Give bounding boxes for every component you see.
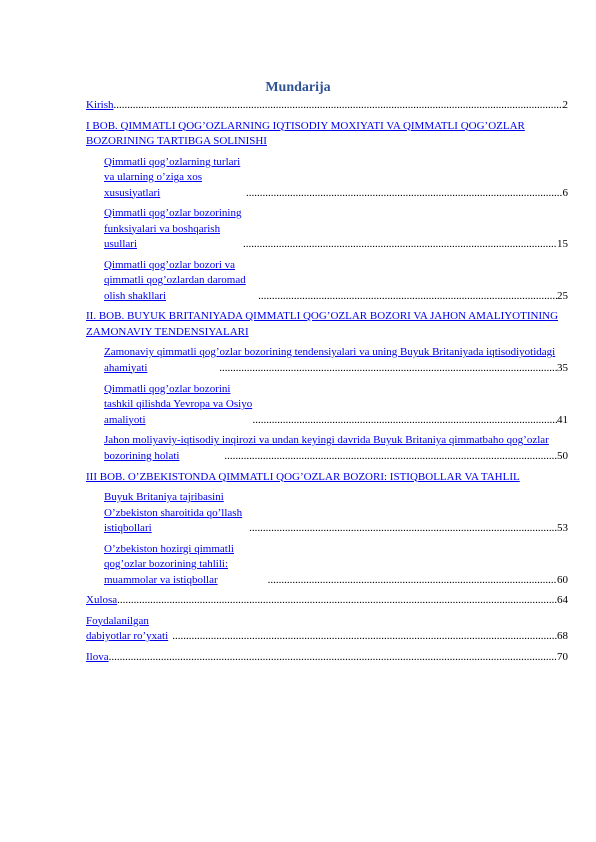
toc-link-kirish[interactable]: Kirish xyxy=(86,99,114,111)
dot-leader xyxy=(249,521,557,537)
toc-link-chapter-1[interactable]: I BOB. QIMMATLI QOG’OZLARNING IQTISODIY MOXIYATI VA QIMMATLI QOG’OZLAR BOZORINING TARTIBGA SOLINISHI xyxy=(86,119,525,147)
dot-leader xyxy=(219,361,557,377)
dot-leader xyxy=(224,449,557,465)
toc-link[interactable]: Buyuk Britaniya tajribasini O’zbekiston sharoitida qo’llash istiqbollari xyxy=(104,491,243,534)
dot-leader xyxy=(114,98,563,114)
page-number: 70 xyxy=(557,650,568,663)
toc-entry xyxy=(86,206,568,253)
table-of-contents xyxy=(86,98,568,670)
toc-entry xyxy=(86,382,568,429)
page-number: 25 xyxy=(557,289,568,302)
toc-link[interactable]: Qimmatli qog’ozlar bozorining funksiyalari va boshqarish usullari xyxy=(104,207,242,250)
toc-link-chapter-2[interactable]: II. BOB. BUYUK BRITANIYADA QIMMATLI QOG’OZLAR BOZORI VA JAHON AMALIYOTINING ZAMONAVIY TENDENSIYALARI xyxy=(86,310,559,338)
toc-entry-ilova xyxy=(86,650,568,666)
toc-chapter-3 xyxy=(86,470,568,486)
toc-link-adabiyot[interactable]: Foydalanilgan dabiyotlar ro’yxati xyxy=(86,614,169,642)
toc-link-xulosa[interactable]: Xulosa xyxy=(86,594,118,606)
page-number: 15 xyxy=(557,238,568,250)
toc-link[interactable]: Jahon moliyaviy-iqtisodiy inqirozi va undan keyingi davrida Buyuk Britaniya qimmatbaho qog’ozlar bozorining holati xyxy=(104,434,549,462)
dot-leader xyxy=(243,237,557,253)
toc-entry xyxy=(86,542,568,589)
page-number: 64 xyxy=(557,594,568,606)
dot-leader xyxy=(246,186,563,202)
toc-entry-adabiyot xyxy=(86,614,568,645)
dot-leader xyxy=(252,413,557,429)
toc-link-chapter-3[interactable]: III BOB. O’ZBEKISTONDA QIMMATLI QOG’OZLAR BOZORI: ISTIQBOLLAR VA TAHLIL xyxy=(86,470,520,483)
toc-link[interactable]: O’zbekiston hozirgi qimmatli qog’ozlar bozorining tahlili: muammolar va istiqbollar xyxy=(104,542,234,586)
toc-chapter-2 xyxy=(86,309,568,340)
toc-entry xyxy=(86,155,568,202)
toc-link[interactable]: Qimmatli qog’ozlar bozori va qimmatli qog’ozlardan daromad olish shakllari xyxy=(104,258,246,302)
page-number: 6 xyxy=(562,186,568,199)
toc-link[interactable]: Zamonaviy qimmatli qog’ozlar bozorining tendensiyalari va uning Buyuk Britaniyada iqtisodiyotidagi ahamiyati xyxy=(104,346,556,374)
toc-link[interactable]: Qimmatli qog’ozlar bozorini tashkil qilishda Yevropa va Osiyo amaliyoti xyxy=(104,382,253,426)
page-number: 60 xyxy=(557,573,568,586)
page-number: 35 xyxy=(557,362,568,374)
toc-chapter-1 xyxy=(86,119,568,150)
toc-entry xyxy=(86,490,568,537)
toc-entry-xulosa xyxy=(86,593,568,609)
toc-entry xyxy=(86,258,568,305)
dot-leader xyxy=(258,289,557,305)
toc-link-ilova[interactable]: Ilova xyxy=(86,650,109,663)
page-number: 68 xyxy=(557,630,568,642)
page-number: 2 xyxy=(562,99,568,111)
dot-leader xyxy=(109,650,557,666)
page-number: 53 xyxy=(557,522,568,534)
dot-leader xyxy=(117,593,557,609)
dot-leader xyxy=(268,573,557,589)
page-number: 50 xyxy=(557,450,568,462)
dot-leader xyxy=(172,629,557,645)
toc-link[interactable]: Qimmatli qog’ozlarning turlari va ularning o’ziga xos xususiyatlari xyxy=(104,155,241,199)
page-title: Mundarija xyxy=(265,80,331,95)
page-number: 41 xyxy=(557,413,568,426)
toc-entry-kirish xyxy=(86,98,568,114)
